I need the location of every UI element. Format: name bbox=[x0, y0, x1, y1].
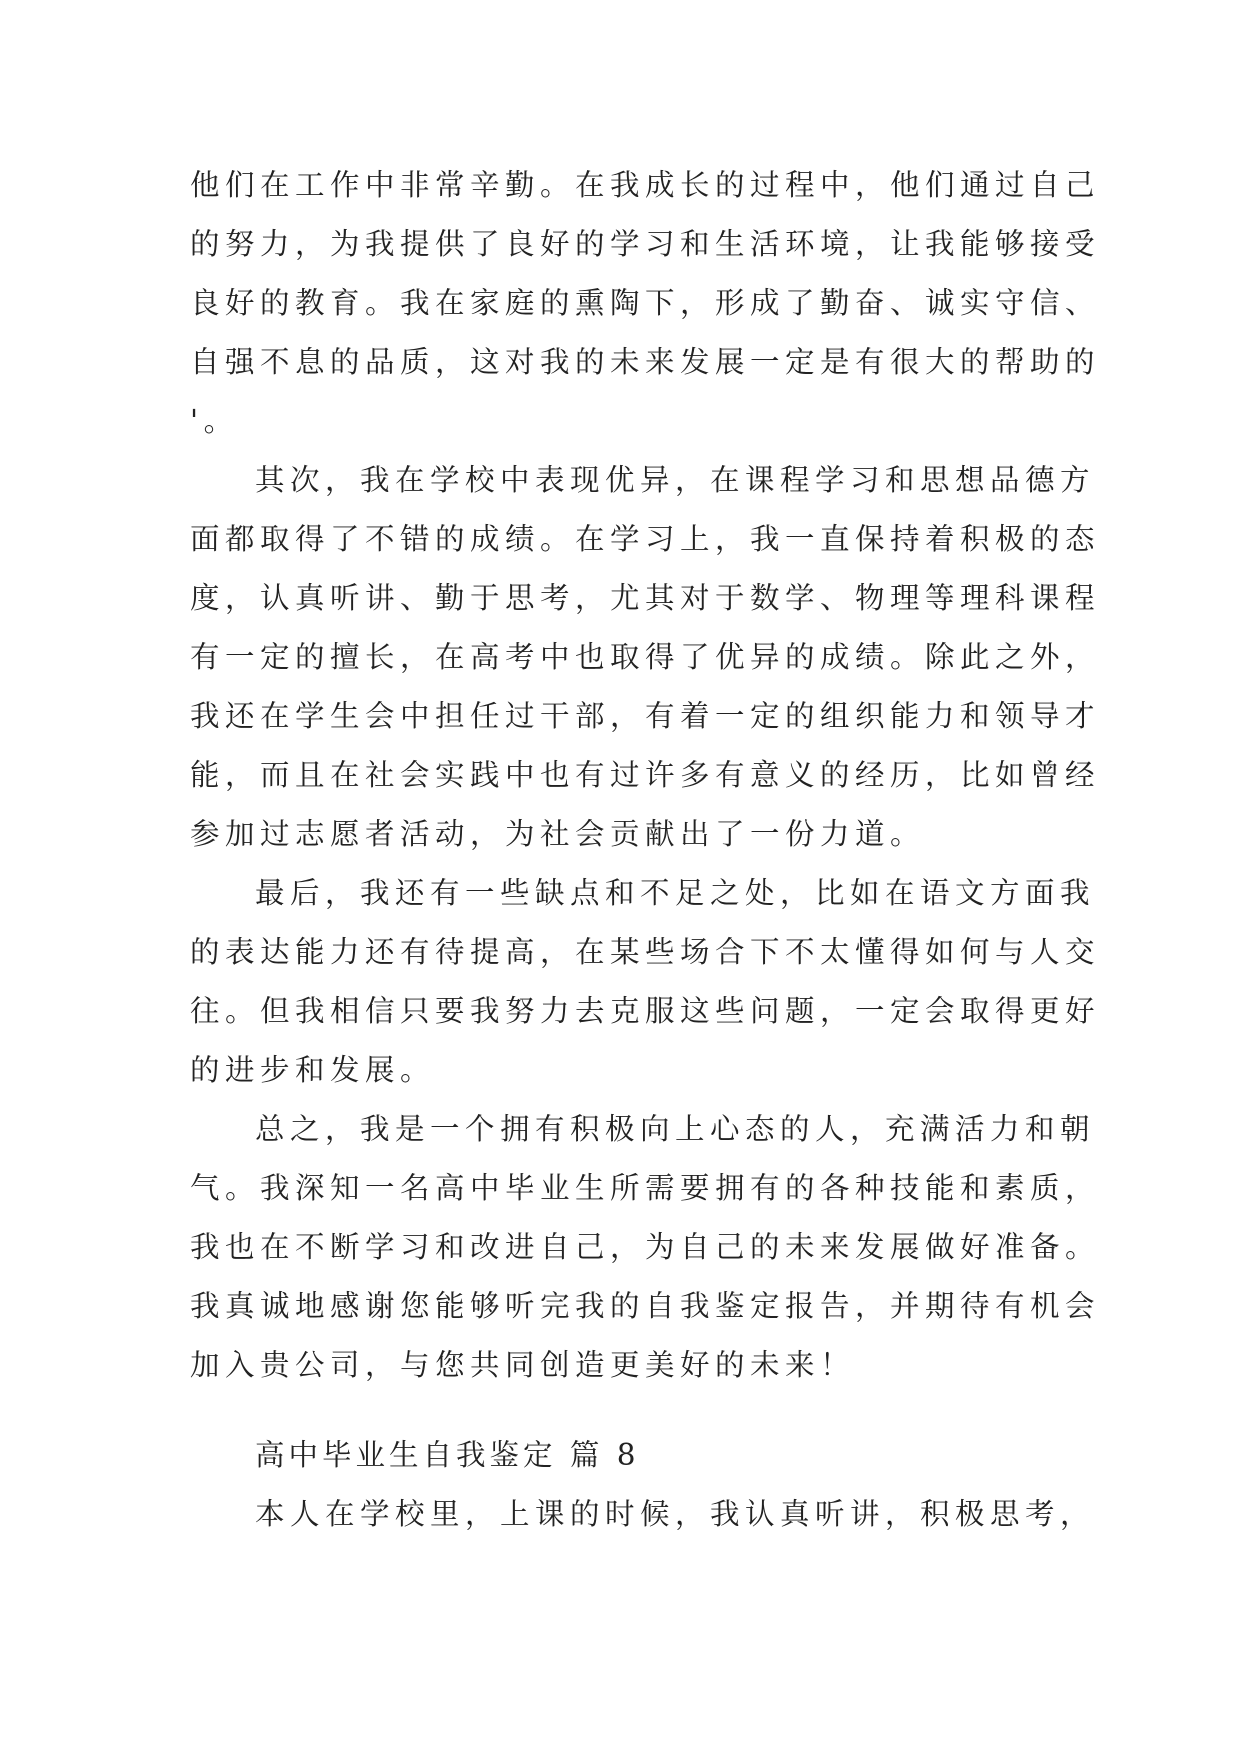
text-line: 我还在学生会中担任过干部，有着一定的组织能力和领导才 bbox=[190, 699, 1101, 733]
text-line: 我真诚地感谢您能够听完我的自我鉴定报告，并期待有机会 bbox=[190, 1289, 1101, 1323]
paragraph-first-line: 其次，我在学校中表现优异，在课程学习和思想品德方 bbox=[255, 463, 1096, 497]
text-line: 良好的教育。我在家庭的熏陶下，形成了勤奋、诚实守信、 bbox=[190, 286, 1101, 320]
text-line: 的努力，为我提供了良好的学习和生活环境，让我能够接受 bbox=[190, 227, 1101, 261]
text-line: 的表达能力还有待提高，在某些场合下不太懂得如何与人交 bbox=[190, 935, 1101, 969]
text-line: 往。但我相信只要我努力去克服这些问题，一定会取得更好 bbox=[190, 994, 1101, 1028]
text-line: 有一定的擅长，在高考中也取得了优异的成绩。除此之外， bbox=[190, 640, 1101, 674]
section-8 bbox=[190, 1426, 1096, 1544]
text-line: 加入贵公司，与您共同创造更美好的未来！ bbox=[190, 1348, 856, 1382]
text-line: 自强不息的品质，这对我的未来发展一定是有很大的帮助的 bbox=[190, 345, 1101, 379]
text-line: 的进步和发展。 bbox=[190, 1053, 436, 1087]
paragraph-first-line: 总之，我是一个拥有积极向上心态的人，充满活力和朝 bbox=[255, 1112, 1096, 1146]
paragraph-first-line: 本人在学校里，上课的时候，我认真听讲，积极思考， bbox=[255, 1497, 1096, 1531]
paragraph-first-line: 最后，我还有一些缺点和不足之处，比如在语文方面我 bbox=[255, 876, 1096, 910]
text-line: '。 bbox=[190, 404, 239, 438]
body-text bbox=[190, 156, 1101, 1395]
text-line: 我也在不断学习和改进自己，为自己的未来发展做好准备。 bbox=[190, 1230, 1101, 1264]
text-line: 度，认真听讲、勤于思考，尤其对于数学、物理等理科课程 bbox=[190, 581, 1101, 615]
text-line: 参加过志愿者活动，为社会贡献出了一份力道。 bbox=[190, 817, 926, 851]
text-line: 面都取得了不错的成绩。在学习上，我一直保持着积极的态 bbox=[190, 522, 1101, 556]
text-line: 气。我深知一名高中毕业生所需要拥有的各种技能和素质， bbox=[190, 1171, 1101, 1205]
text-line: 他们在工作中非常辛勤。在我成长的过程中，他们通过自己 bbox=[190, 168, 1101, 202]
section-title: 高中毕业生自我鉴定 篇 8 bbox=[255, 1438, 640, 1472]
text-line: 能，而且在社会实践中也有过许多有意义的经历，比如曾经 bbox=[190, 758, 1101, 792]
